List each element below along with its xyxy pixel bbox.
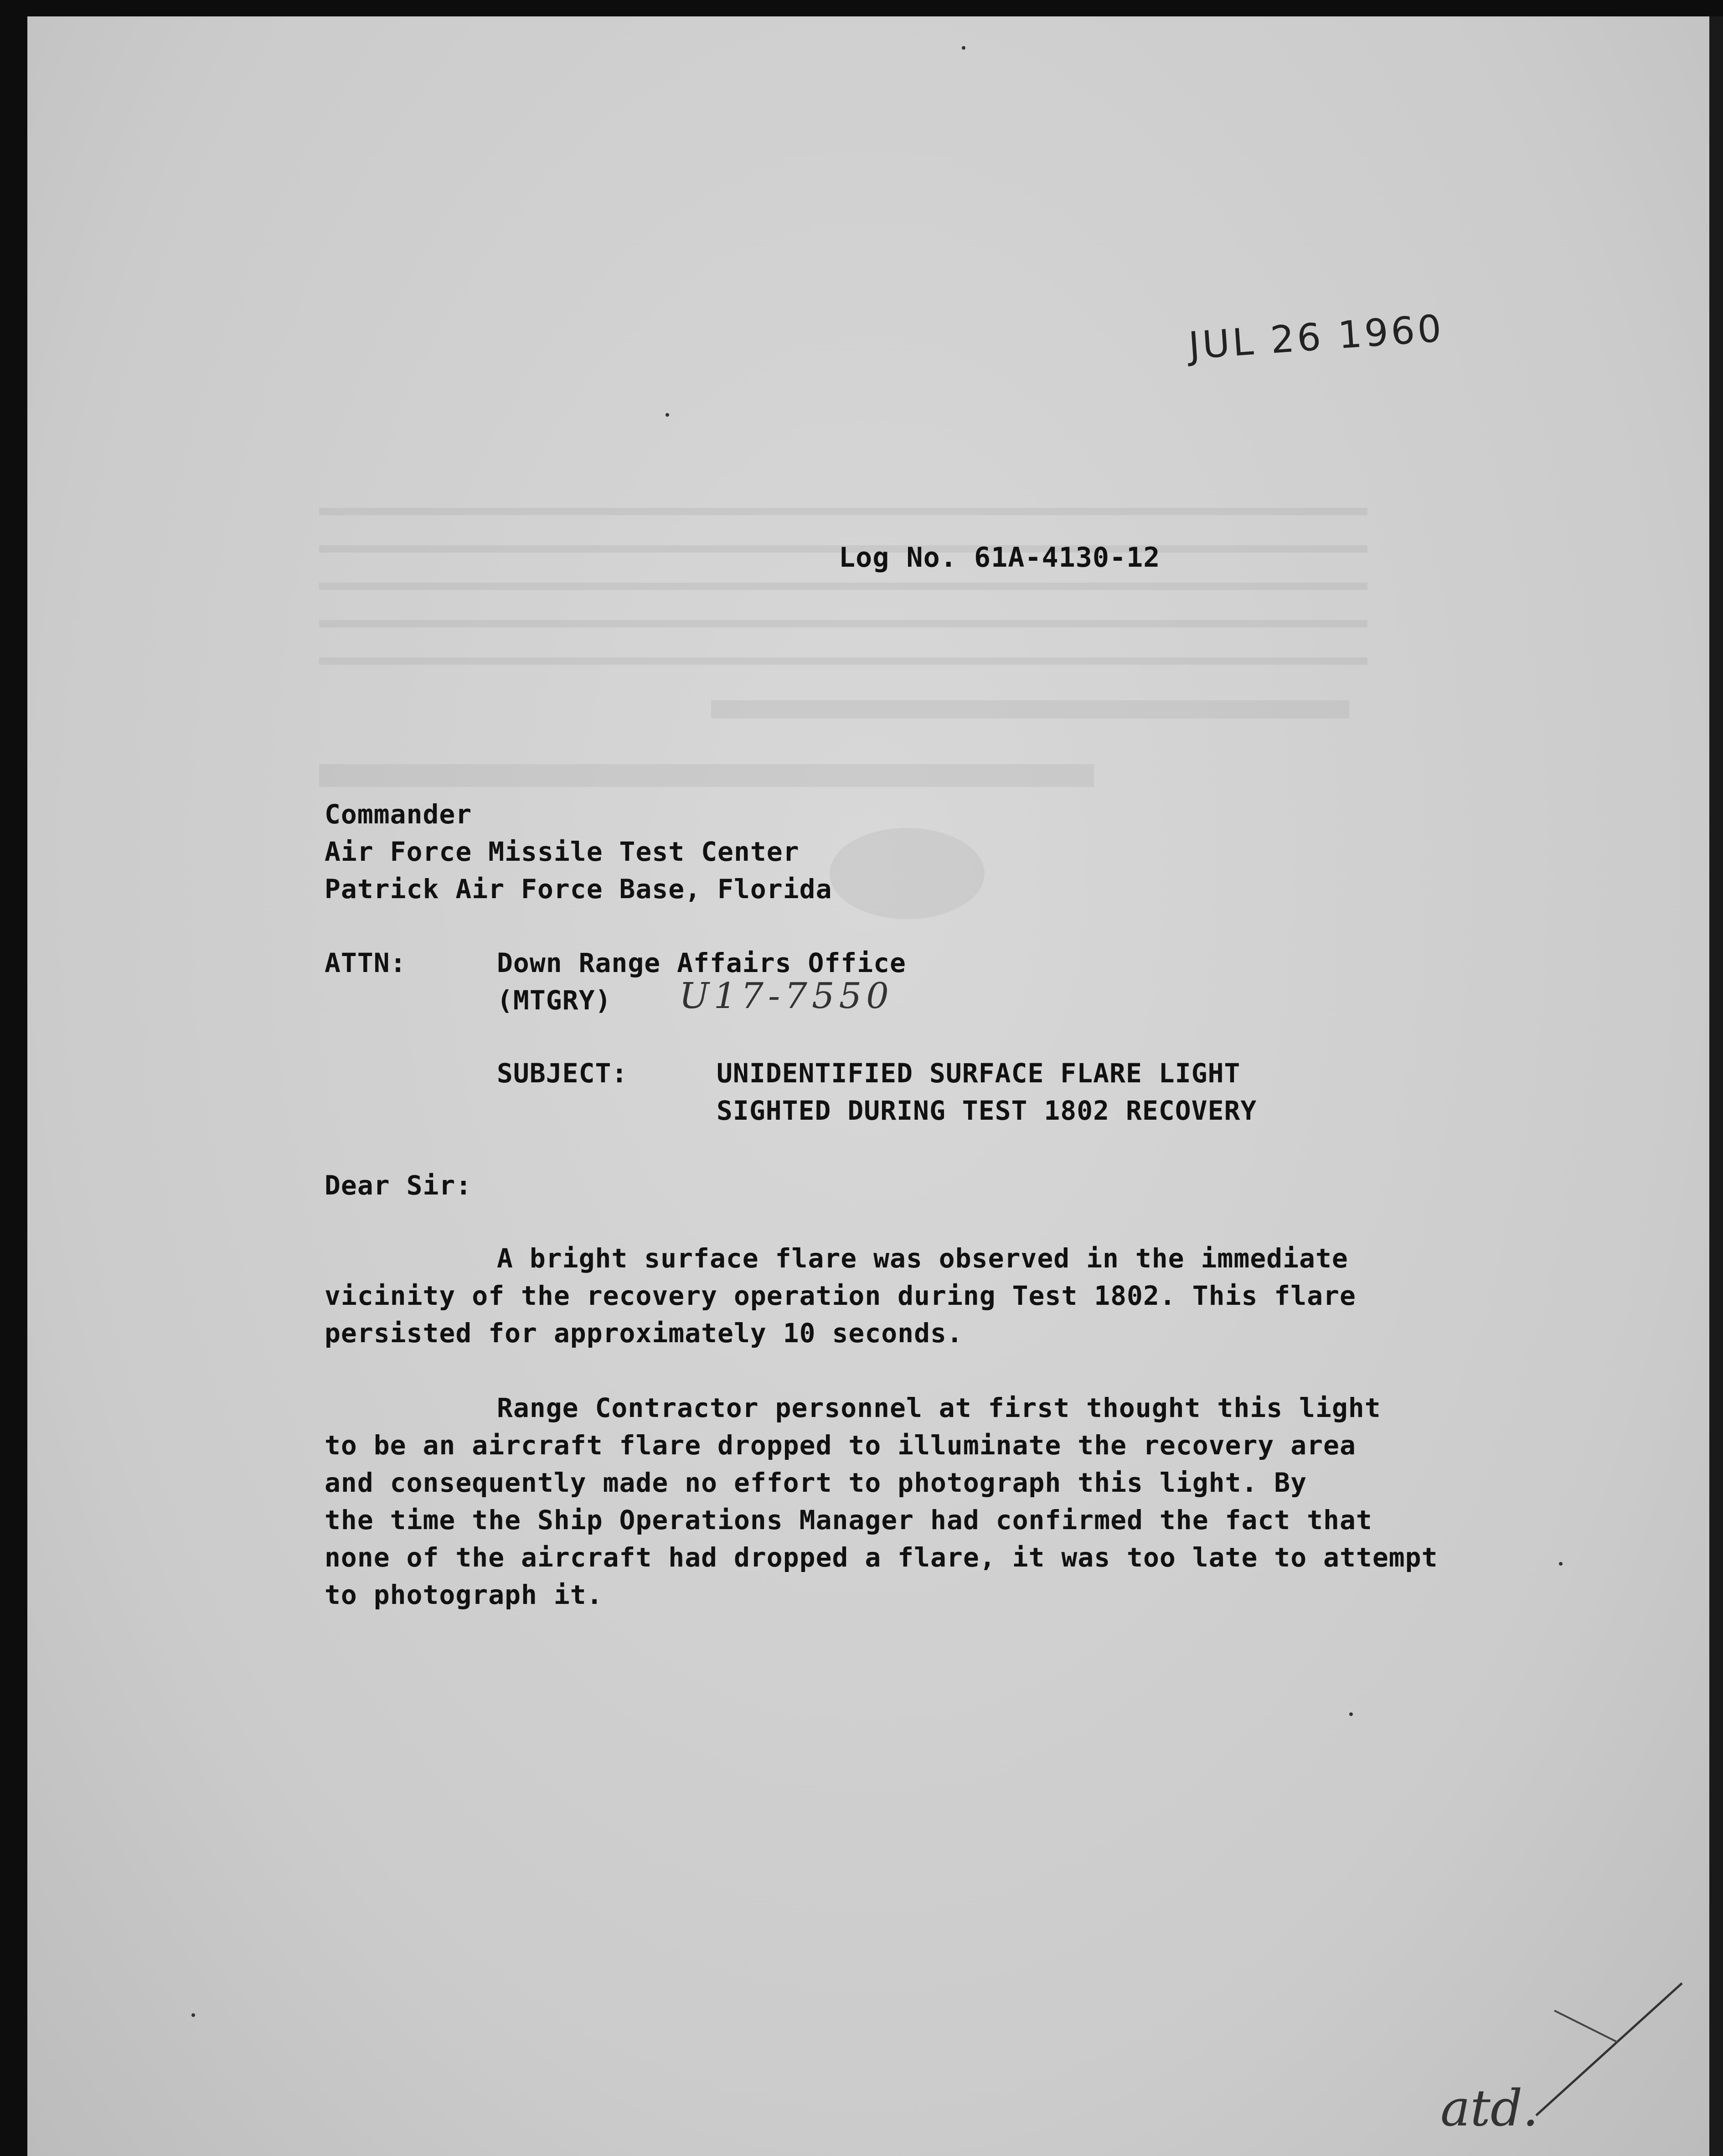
dust-speck [962,46,965,50]
paragraph-2-line-6: to photograph it. [325,1579,603,1610]
bleed-through-block-3 [319,764,1094,787]
film-frame-top [0,0,1723,16]
paragraph-1-line-3: persisted for approximately 10 seconds. [325,1318,963,1349]
paragraph-2-line-2: to be an aircraft flare dropped to illuminate the recovery area [325,1430,1356,1461]
film-frame-left [0,0,27,2156]
date-stamp: JUL 26 1960 [1187,306,1445,368]
attn-line-2: (MTGRY) [497,985,612,1016]
dust-speck [665,413,669,417]
subject-label: SUBJECT: [497,1058,628,1089]
bleed-through-block-2 [711,700,1349,719]
attn-label: ATTN: [325,947,407,978]
addressee-line-3: Patrick Air Force Base, Florida [325,874,832,905]
log-number: Log No. 61A-4130-12 [839,542,1161,574]
handwritten-number: U17-7550 [679,976,893,1017]
salutation: Dear Sir: [325,1170,472,1201]
paragraph-1-line-1: A bright surface flare was observed in the immediate [497,1243,1348,1274]
bleed-through-logo [830,828,985,919]
paragraph-1-line-2: vicinity of the recovery operation during Test 1802. This flare [325,1280,1356,1311]
subject-line-1: UNIDENTIFIED SURFACE FLARE LIGHT [717,1058,1241,1089]
addressee-line-2: Air Force Missile Test Center [325,836,800,867]
corner-pen-stroke [1527,1974,1691,2125]
paragraph-2-line-1: Range Contractor personnel at first thought this light [497,1392,1381,1423]
subject-line-2: SIGHTED DURING TEST 1802 RECOVERY [717,1095,1257,1126]
addressee-line-1: Commander [325,799,472,830]
dust-speck [1349,1712,1353,1716]
paragraph-2-line-5: none of the aircraft had dropped a flare, it was too late to attempt [325,1542,1438,1573]
paragraph-2-line-4: the time the Ship Operations Manager had confirmed the fact that [325,1505,1372,1536]
paragraph-2-line-3: and consequently made no effort to photograph this light. By [325,1467,1307,1498]
dust-speck [1559,1562,1563,1566]
corner-handwritten-mark: atd. [1440,2079,1539,2137]
attn-line-1: Down Range Affairs Office [497,947,906,978]
bleed-through-block [319,495,1367,668]
dust-speck [191,2013,195,2017]
